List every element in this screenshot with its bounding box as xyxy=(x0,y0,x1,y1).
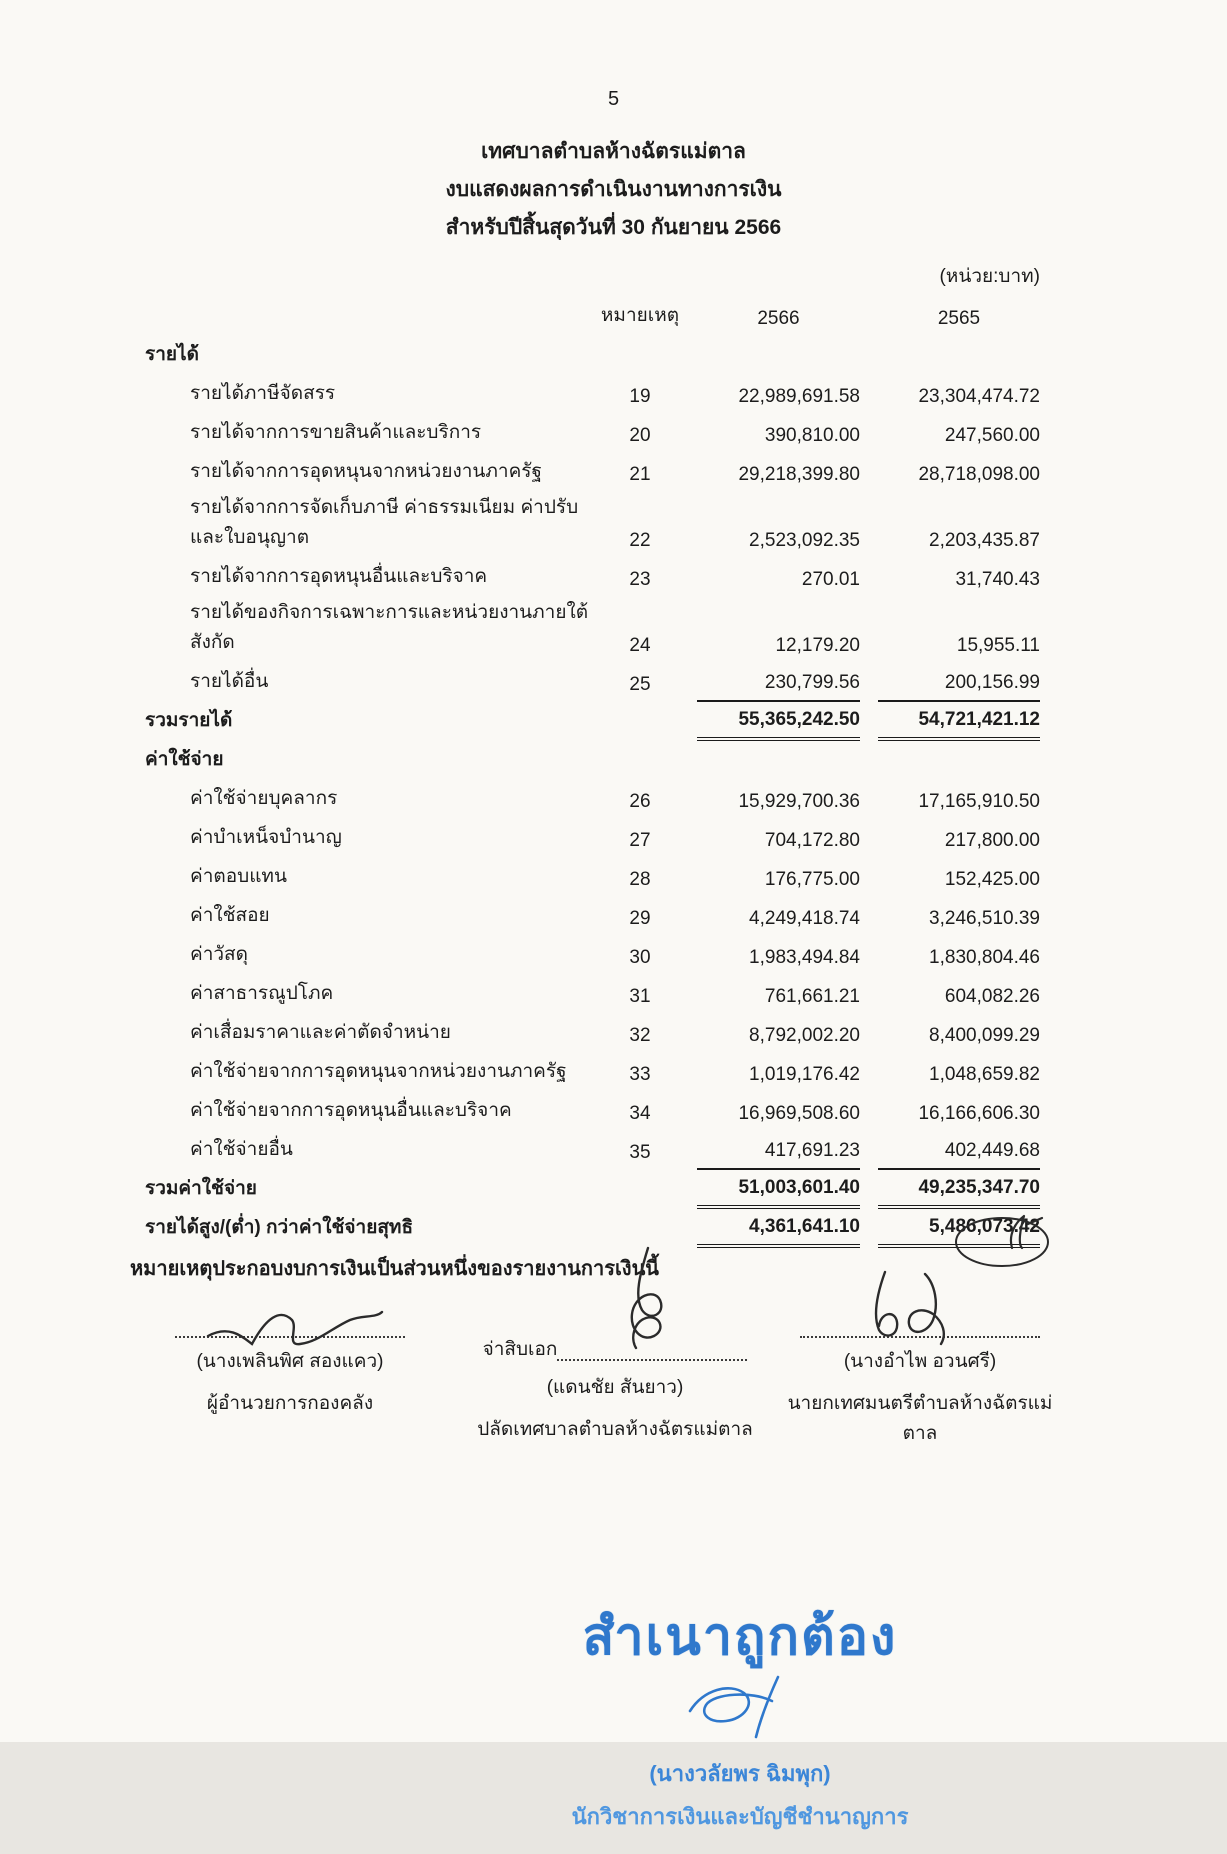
table-row xyxy=(145,663,1040,702)
row-amount-2565: 15,955.11 xyxy=(956,635,1040,656)
row-label: ค่าใช้จ่าย xyxy=(145,749,224,770)
row-note xyxy=(595,1203,685,1209)
row-note: 21 xyxy=(629,464,651,485)
row-amount-2565: 8,400,099.29 xyxy=(929,1025,1040,1046)
row-label: ค่าใช้จ่ายจากการอุดหนุนจากหน่วยงานภาครัฐ xyxy=(190,1061,567,1082)
row-label: ค่าสาธารณูปโภค xyxy=(190,983,334,1004)
table-header-row xyxy=(145,297,1040,336)
row-note: 20 xyxy=(629,425,651,446)
row-amount-2565 xyxy=(878,774,1040,780)
row-note: 35 xyxy=(629,1142,651,1163)
table-row xyxy=(145,741,1040,780)
table-row xyxy=(145,702,1040,741)
row-amount-2565 xyxy=(878,369,1040,375)
row-note: 28 xyxy=(629,869,651,890)
row-note: 25 xyxy=(629,674,651,695)
row-label: รวมรายได้ xyxy=(145,710,233,731)
row-amount-2566: 51,003,601.40 xyxy=(697,1177,860,1209)
row-note xyxy=(595,369,685,375)
row-label: รายได้จากการขายสินค้าและบริการ xyxy=(190,422,482,443)
table-row xyxy=(145,375,1040,414)
table-row xyxy=(145,453,1040,492)
row-amount-2565: 54,721,421.12 xyxy=(878,709,1040,741)
signature-ink-right xyxy=(855,1264,985,1359)
signatory-left xyxy=(160,1334,420,1418)
row-label: รายได้จากการอุดหนุนอื่นและบริจาค xyxy=(190,566,488,587)
row-label: ค่าบำเหน็จบำนาญ xyxy=(190,827,342,848)
row-label: รวมค่าใช้จ่าย xyxy=(145,1178,257,1199)
row-amount-2566: 22,989,691.58 xyxy=(738,386,860,407)
row-amount-2565: 2,203,435.87 xyxy=(929,530,1040,551)
row-note: 32 xyxy=(629,1025,651,1046)
row-amount-2565: 16,166,606.30 xyxy=(918,1103,1040,1124)
footnote-text: หมายเหตุประกอบงบการเงินเป็นส่วนหนึ่งของรายงานการเงินนี้ xyxy=(130,1258,659,1280)
column-header-2566: 2566 xyxy=(757,308,800,329)
signatory-right xyxy=(780,1334,1060,1448)
column-header-2565: 2565 xyxy=(937,308,981,329)
row-amount-2565: 31,740.43 xyxy=(955,569,1040,590)
row-label: ค่าวัสดุ xyxy=(190,944,248,965)
row-note xyxy=(595,735,685,741)
row-note: 23 xyxy=(629,569,651,590)
table-row xyxy=(145,1209,1040,1248)
row-amount-2566 xyxy=(697,369,860,375)
signatory-name: (แดนชัย สันยาว) xyxy=(546,1377,684,1398)
table-row xyxy=(145,1014,1040,1053)
row-amount-2566: 390,810.00 xyxy=(764,425,860,446)
row-note: 26 xyxy=(629,791,651,812)
row-amount-2565: 3,246,510.39 xyxy=(929,908,1040,929)
table-row xyxy=(145,414,1040,453)
financial-statement-table xyxy=(145,297,1040,1248)
row-note: 34 xyxy=(629,1103,651,1124)
row-note: 30 xyxy=(629,947,651,968)
row-amount-2565: 152,425.00 xyxy=(944,869,1040,890)
table-row xyxy=(145,558,1040,597)
row-note: 19 xyxy=(629,386,651,407)
row-amount-2565: 217,800.00 xyxy=(944,830,1040,851)
row-note: 27 xyxy=(629,830,651,851)
row-label: รายได้ xyxy=(145,344,199,365)
row-amount-2566: 176,775.00 xyxy=(764,869,860,890)
row-amount-2565: 402,449.68 xyxy=(878,1140,1040,1170)
period-line: สำหรับปีสิ้นสุดวันที่ 30 กันยายน 2566 xyxy=(445,216,782,239)
row-amount-2566: 704,172.80 xyxy=(764,830,860,851)
stamp-signatory-name: (นางวลัยพร ฉิมพุก) xyxy=(649,1761,831,1786)
row-amount-2566: 4,361,641.10 xyxy=(697,1216,860,1248)
row-label: ค่าใช้จ่ายอื่น xyxy=(190,1139,293,1160)
table-row xyxy=(145,936,1040,975)
unit-label: (หน่วย:บาท) xyxy=(939,266,1040,287)
table-row xyxy=(145,336,1040,375)
row-amount-2565: 28,718,098.00 xyxy=(918,464,1040,485)
row-note: 31 xyxy=(629,986,651,1007)
certified-copy-stamp xyxy=(500,1594,980,1834)
signature-ink-center xyxy=(590,1244,700,1364)
row-note: 22 xyxy=(629,530,651,551)
row-amount-2566: 16,969,508.60 xyxy=(738,1103,860,1124)
column-header-note: หมายเหตุ xyxy=(600,305,680,326)
row-amount-2566: 55,365,242.50 xyxy=(697,709,860,741)
signatory-center xyxy=(450,1334,780,1444)
row-note: 29 xyxy=(629,908,651,929)
row-amount-2566: 15,929,700.36 xyxy=(738,791,860,812)
signatory-name: (นางเพลินพิศ สองแคว) xyxy=(196,1351,384,1372)
row-amount-2566: 1,019,176.42 xyxy=(749,1064,860,1085)
table-row xyxy=(145,597,1040,663)
row-amount-2566: 29,218,399.80 xyxy=(738,464,860,485)
row-label: รายได้อื่น xyxy=(190,671,269,692)
table-row xyxy=(145,1170,1040,1209)
row-amount-2566: 761,661.21 xyxy=(764,986,860,1007)
table-row xyxy=(145,858,1040,897)
row-amount-2566: 417,691.23 xyxy=(697,1140,860,1170)
row-amount-2565: 1,830,804.46 xyxy=(929,947,1040,968)
signature-area xyxy=(0,1294,1227,1854)
stamp-signature-ink xyxy=(660,1671,820,1741)
row-amount-2566: 12,179.20 xyxy=(775,635,860,656)
table-row xyxy=(145,1131,1040,1170)
row-label: ค่าใช้จ่ายจากการอุดหนุนอื่นและบริจาค xyxy=(190,1100,512,1121)
row-label: ค่าตอบแทน xyxy=(190,866,287,887)
table-row xyxy=(145,975,1040,1014)
row-note: 24 xyxy=(629,635,651,656)
row-label: รายได้จากการอุดหนุนจากหน่วยงานภาครัฐ xyxy=(190,461,542,482)
row-label: รายได้สูง/(ต่ำ) กว่าค่าใช้จ่ายสุทธิ xyxy=(145,1217,414,1238)
row-label: ค่าใช้จ่ายบุคลากร xyxy=(190,788,338,809)
row-amount-2566 xyxy=(697,774,860,780)
table-row xyxy=(145,897,1040,936)
row-label: รายได้ของกิจการเฉพาะการและหน่วยงานภายใต้สังกัด xyxy=(190,602,589,653)
row-label: รายได้ภาษีจัดสรร xyxy=(190,383,336,404)
table-row xyxy=(145,1092,1040,1131)
stamp-text: สำเนาถูกต้อง xyxy=(582,1608,898,1666)
signatory-title: นายกเทศมนตรีตำบลห้างฉัตรแม่ตาล xyxy=(787,1393,1053,1444)
table-row xyxy=(145,492,1040,558)
row-label: รายได้จากการจัดเก็บภาษี ค่าธรรมเนียม ค่าปรับ และใบอนุญาต xyxy=(190,497,579,548)
row-note xyxy=(595,774,685,780)
signatory-name: (นางอำไพ อวนศรี) xyxy=(843,1351,997,1372)
row-amount-2565: 17,165,910.50 xyxy=(918,791,1040,812)
signatory-title: ผู้อำนวยการกองคลัง xyxy=(206,1393,374,1414)
row-amount-2566: 230,799.56 xyxy=(697,672,860,702)
table-row xyxy=(145,1053,1040,1092)
signature-prefix: จ่าสิบเอก xyxy=(482,1339,558,1360)
page-number: 5 xyxy=(607,88,620,110)
row-label: ค่าใช้สอย xyxy=(190,905,270,926)
row-amount-2565: 1,048,659.82 xyxy=(929,1064,1040,1085)
header-spacer xyxy=(145,330,595,336)
signatory-title: ปลัดเทศบาลตำบลห้างฉัตรแม่ตาล xyxy=(477,1419,753,1440)
row-amount-2565: 23,304,474.72 xyxy=(918,386,1040,407)
row-amount-2565: 200,156.99 xyxy=(878,672,1040,702)
document-title-block xyxy=(0,133,1227,247)
table-row xyxy=(145,819,1040,858)
row-amount-2565: 604,082.26 xyxy=(944,986,1040,1007)
row-note: 33 xyxy=(629,1064,651,1085)
entity-name: เทศบาลตำบลห้างฉัตรแม่ตาล xyxy=(481,140,746,163)
row-amount-2566: 1,983,494.84 xyxy=(749,947,860,968)
stamp-signatory-title: นักวิชาการเงินและบัญชีชำนาญการ xyxy=(571,1804,909,1829)
row-amount-2566: 4,249,418.74 xyxy=(749,908,860,929)
statement-title: งบแสดงผลการดำเนินงานทางการเงิน xyxy=(445,178,782,201)
signature-ink-left xyxy=(200,1294,390,1364)
row-label: ค่าเสื่อมราคาและค่าตัดจำหน่าย xyxy=(190,1022,451,1043)
statement-table-body xyxy=(145,336,1040,1248)
row-amount-2566: 2,523,092.35 xyxy=(749,530,860,551)
row-amount-2565: 247,560.00 xyxy=(944,425,1040,446)
row-amount-2566: 8,792,002.20 xyxy=(749,1025,860,1046)
row-amount-2565: 49,235,347.70 xyxy=(878,1177,1040,1209)
row-amount-2566: 270.01 xyxy=(801,569,860,590)
table-row xyxy=(145,780,1040,819)
row-amount-2565: 5,486,073.42 xyxy=(878,1216,1040,1248)
